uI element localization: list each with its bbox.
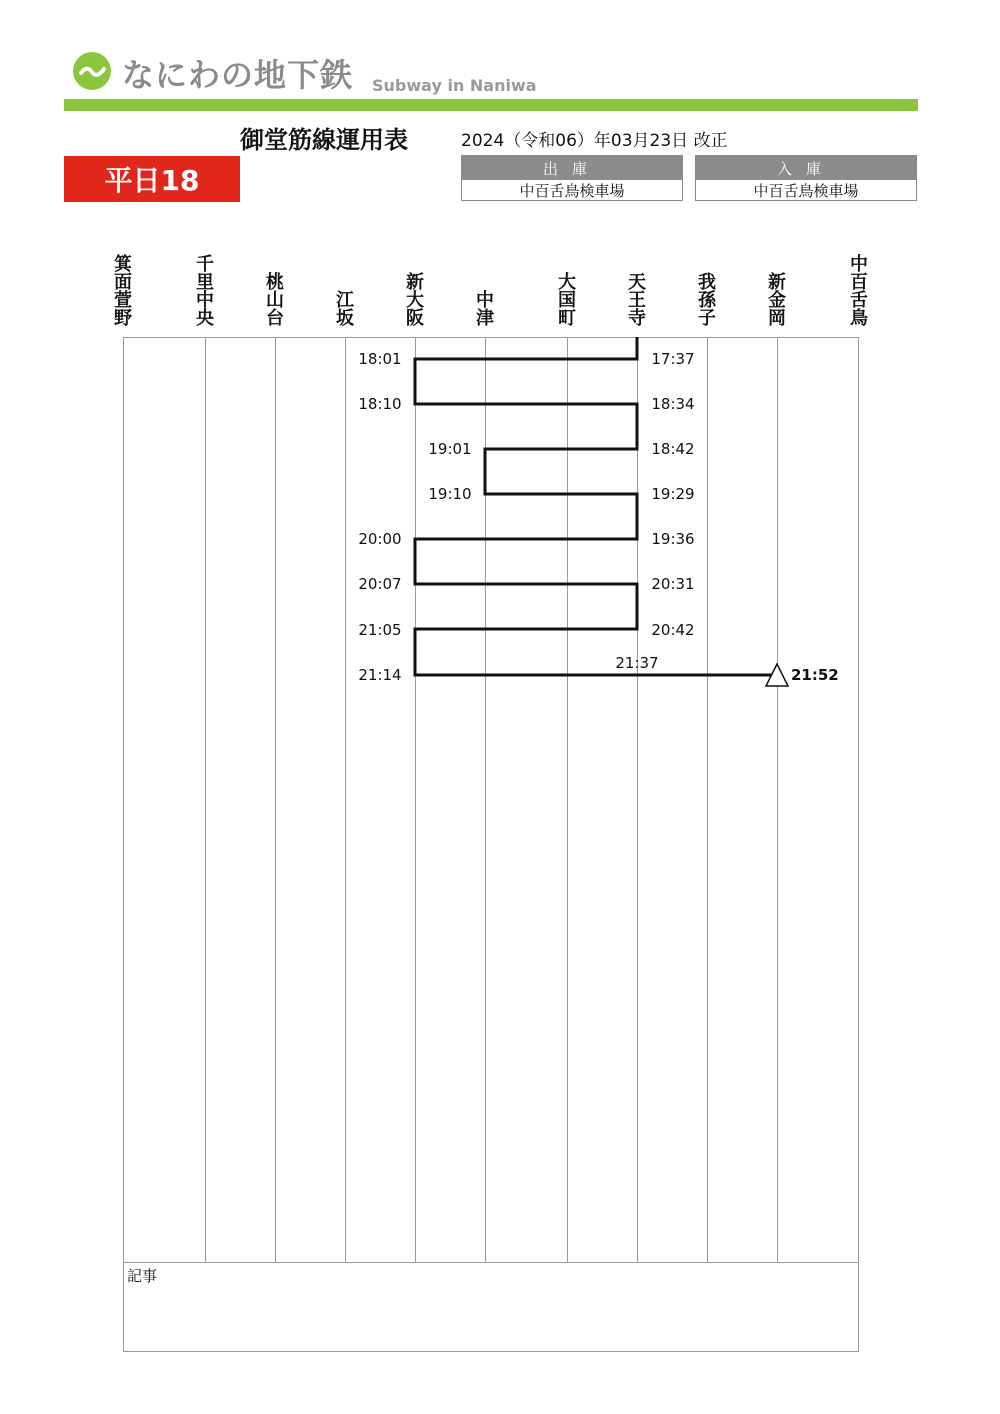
page-title: 御堂筋線運用表 <box>240 126 408 154</box>
station-label: 中 津 <box>476 290 494 329</box>
time-shinosaka-3: 20:00 <box>358 530 402 548</box>
day-badge: 平日18 <box>64 156 240 202</box>
time-tennoji-2: 18:34 <box>651 395 695 413</box>
brand-name: なにわの地下鉄 <box>122 56 354 94</box>
time-final-arrival: 21:52 <box>791 666 839 684</box>
notes-label: 記事 <box>127 1267 158 1285</box>
revision-date: 2024（令和06）年03月23日 改正 <box>461 131 728 151</box>
depot-in-label: 入庫 <box>696 156 916 180</box>
station-label: 江 坂 <box>336 290 354 329</box>
station-label: 新 大 阪 <box>406 272 424 329</box>
time-shinosaka-2: 18:10 <box>358 395 402 413</box>
station-label: 大 国 町 <box>558 272 576 329</box>
time-tennoji-6: 20:31 <box>651 575 695 593</box>
station-label: 千 里 中 央 <box>196 254 214 329</box>
time-tennoji-1: 17:37 <box>651 350 695 368</box>
time-tennoji-3: 18:42 <box>651 440 695 458</box>
time-nakatsu-2: 19:10 <box>428 485 472 503</box>
time-tennoji-5: 19:36 <box>651 530 695 548</box>
time-shinosaka-5: 21:05 <box>358 621 402 639</box>
depot-out-value: 中百舌鳥検車場 <box>519 181 625 200</box>
time-tennoji-7: 20:42 <box>651 621 695 639</box>
time-tennoji-4: 19:29 <box>651 485 695 503</box>
time-shinosaka-1: 18:01 <box>358 350 402 368</box>
depot-out-label: 出庫 <box>462 156 682 180</box>
station-label: 新 金 岡 <box>768 272 786 329</box>
station-label: 桃 山 台 <box>266 272 284 329</box>
time-shinosaka-4: 20:07 <box>358 575 402 593</box>
train-path <box>415 337 777 675</box>
station-label: 天 王 寺 <box>628 272 646 329</box>
station-label: 箕 面 萱 野 <box>114 254 132 329</box>
station-label: 我 孫 子 <box>698 272 716 329</box>
station-label: 中 百 舌 鳥 <box>850 254 868 329</box>
brand-subtitle: Subway in Naniwa <box>372 76 537 95</box>
time-nakatsu-1: 19:01 <box>428 440 472 458</box>
depot-in-value: 中百舌鳥検車場 <box>753 181 859 200</box>
time-shinosaka-6: 21:14 <box>358 666 402 684</box>
time-tennoji-pass: 21:37 <box>615 654 659 672</box>
